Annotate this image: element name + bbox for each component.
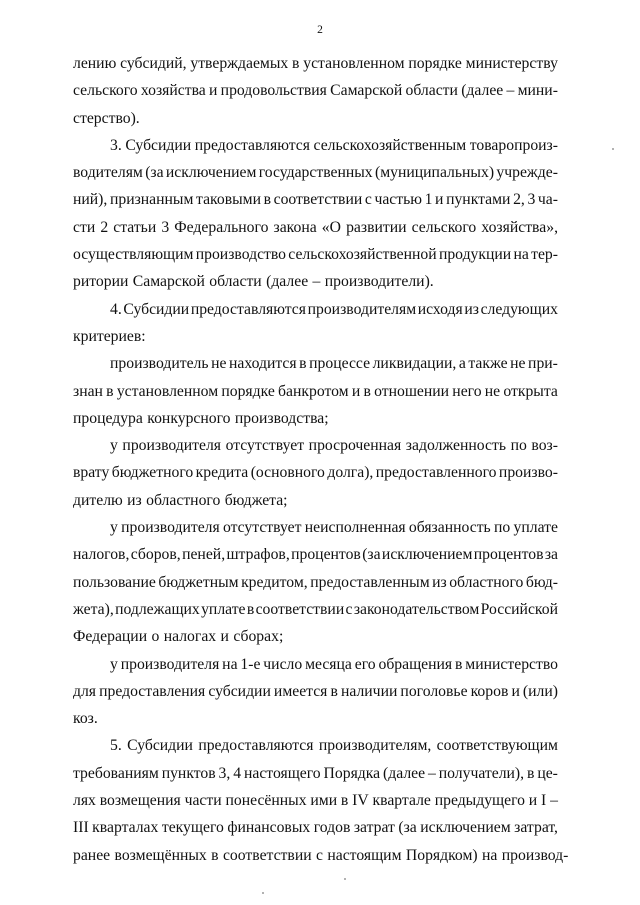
word: процентов bbox=[291, 546, 361, 564]
word: производство bbox=[195, 246, 287, 264]
text-line bbox=[73, 323, 558, 350]
text-line bbox=[73, 432, 558, 459]
word: 1-е bbox=[240, 655, 261, 673]
word: производства; bbox=[234, 409, 329, 427]
word: по bbox=[493, 519, 511, 537]
word: 4 bbox=[233, 764, 242, 782]
word: уплате bbox=[513, 519, 558, 537]
word: Российской bbox=[480, 600, 558, 618]
word: настоящим bbox=[327, 846, 402, 864]
word: производ- bbox=[501, 846, 569, 864]
text-line bbox=[73, 132, 558, 159]
text-line bbox=[73, 514, 558, 541]
word: исключением bbox=[420, 819, 511, 837]
word: сборах; bbox=[233, 628, 284, 646]
word: части bbox=[184, 792, 222, 810]
text-line bbox=[73, 678, 558, 705]
word: исключением bbox=[381, 546, 473, 564]
word: министерству bbox=[465, 55, 558, 72]
word: имеется bbox=[273, 682, 328, 700]
word: производителям, bbox=[318, 737, 432, 755]
word: в bbox=[455, 655, 463, 673]
word: – bbox=[550, 792, 558, 810]
word: процентов bbox=[473, 546, 544, 564]
word: Порядка bbox=[323, 764, 381, 782]
word: из bbox=[127, 491, 142, 509]
word: требованиям bbox=[73, 764, 159, 782]
word: банкротом bbox=[278, 382, 349, 400]
word: тер- bbox=[531, 246, 558, 264]
word: порядке bbox=[221, 382, 275, 400]
word: предыдущего bbox=[434, 792, 525, 810]
word: областного bbox=[449, 573, 524, 591]
word: из bbox=[464, 300, 479, 318]
word: и bbox=[220, 628, 229, 646]
word: производители). bbox=[324, 273, 434, 291]
word: субсидий, bbox=[120, 55, 187, 72]
word: задолженность bbox=[405, 437, 506, 455]
word: 2, bbox=[513, 191, 525, 209]
text-line bbox=[73, 77, 558, 104]
scan-speck bbox=[612, 148, 614, 150]
word: у bbox=[110, 655, 118, 673]
word: у bbox=[110, 519, 118, 537]
text-line bbox=[73, 651, 558, 678]
word: исходя bbox=[417, 300, 463, 318]
word: и bbox=[209, 82, 218, 100]
word: области bbox=[405, 82, 458, 100]
word: обязанность bbox=[408, 519, 491, 537]
word: в bbox=[330, 682, 338, 700]
word: хозяйства bbox=[140, 82, 206, 100]
word: бюджетного bbox=[111, 464, 194, 482]
word: хозяйства», bbox=[481, 218, 558, 236]
word: ранее bbox=[73, 846, 111, 864]
word: це- bbox=[537, 764, 558, 782]
document-body bbox=[73, 50, 569, 869]
word: закона bbox=[273, 218, 317, 236]
word: и bbox=[511, 682, 520, 700]
word: в bbox=[363, 382, 371, 400]
word: не bbox=[211, 355, 227, 373]
word: в bbox=[263, 191, 271, 209]
word: годов bbox=[313, 819, 351, 837]
word: возмещённых bbox=[114, 846, 207, 864]
word: ча- bbox=[537, 191, 558, 209]
word: (за bbox=[362, 546, 381, 564]
word: не bbox=[484, 382, 501, 400]
word: процедура bbox=[73, 409, 143, 427]
scan-speck bbox=[262, 892, 264, 894]
word: обращения bbox=[378, 655, 453, 673]
word: соответствии bbox=[255, 600, 345, 618]
word: произво- bbox=[498, 464, 558, 482]
word: затрат bbox=[353, 819, 395, 837]
word: исключением bbox=[165, 164, 257, 182]
text-line bbox=[73, 378, 558, 405]
word: лях bbox=[73, 792, 96, 810]
word: кварталах bbox=[92, 819, 159, 837]
word: по bbox=[510, 437, 527, 455]
paragraph bbox=[73, 432, 558, 514]
word: при- bbox=[528, 355, 558, 373]
word: знан bbox=[73, 382, 103, 400]
word: с bbox=[364, 191, 372, 209]
word: сельского bbox=[411, 218, 477, 236]
word: Субсидии bbox=[127, 737, 193, 755]
word: товаропроиз- bbox=[469, 136, 558, 154]
word: находится bbox=[229, 355, 297, 373]
word: 3 bbox=[161, 218, 170, 236]
word: (далее bbox=[383, 764, 426, 782]
text-line bbox=[73, 842, 569, 869]
text-line bbox=[73, 350, 558, 377]
text-line bbox=[73, 214, 558, 241]
word: (за bbox=[398, 819, 417, 837]
word: производителя bbox=[122, 437, 222, 455]
word: предоставляются bbox=[190, 300, 306, 318]
word: из bbox=[432, 573, 447, 591]
word: бюд- bbox=[525, 573, 558, 591]
word: за bbox=[544, 546, 558, 564]
text-line bbox=[73, 241, 558, 268]
word: дителю bbox=[73, 491, 123, 509]
word: в bbox=[299, 355, 307, 373]
word: отношении bbox=[374, 382, 450, 400]
word: 5. bbox=[110, 737, 122, 755]
word: врату bbox=[73, 464, 110, 482]
word: сборов, bbox=[130, 546, 181, 564]
word: Самарской bbox=[330, 82, 403, 100]
word: признанным bbox=[109, 191, 194, 209]
word: производитель bbox=[110, 355, 209, 373]
word: Порядком) bbox=[405, 846, 478, 864]
word: (далее bbox=[266, 273, 309, 291]
word: (или) bbox=[522, 682, 558, 700]
word: долга), bbox=[327, 464, 374, 482]
word: открыта bbox=[503, 382, 558, 400]
word: возмещения bbox=[99, 792, 181, 810]
word: соответствии bbox=[273, 191, 363, 209]
word: бюджетным bbox=[158, 573, 239, 591]
word: мини- bbox=[517, 82, 558, 100]
paragraph bbox=[73, 651, 558, 733]
text-line bbox=[73, 569, 558, 596]
word: штрафов, bbox=[226, 546, 290, 564]
word: неисполненная bbox=[304, 519, 406, 537]
word: предоставленным bbox=[310, 573, 430, 591]
word: IV bbox=[352, 792, 369, 810]
word: учрежде- bbox=[496, 164, 558, 182]
word: Федерации bbox=[73, 628, 148, 646]
word: Субсидии bbox=[123, 300, 190, 318]
word: процессе bbox=[309, 355, 371, 373]
word: сти bbox=[73, 218, 96, 236]
word: развитии bbox=[346, 218, 407, 236]
text-line bbox=[73, 459, 558, 486]
word: областного bbox=[146, 491, 221, 509]
word: соответствующим bbox=[436, 737, 558, 755]
word: его bbox=[354, 655, 376, 673]
word: для bbox=[73, 682, 97, 700]
word: (основного bbox=[250, 464, 325, 482]
word: предоставления bbox=[99, 682, 206, 700]
word: стерство). bbox=[73, 109, 140, 127]
word: сельскохозяйственной bbox=[288, 246, 437, 264]
word: получатели), bbox=[438, 764, 525, 782]
word: коров bbox=[470, 682, 509, 700]
text-line bbox=[73, 814, 558, 841]
word: отсутствует bbox=[225, 437, 305, 455]
paragraph bbox=[73, 296, 558, 351]
text-line bbox=[73, 760, 558, 787]
word: субсидии bbox=[208, 682, 271, 700]
word: законодательством bbox=[353, 600, 480, 618]
text-line bbox=[73, 50, 558, 77]
word: текущего bbox=[161, 819, 224, 837]
text-line bbox=[73, 732, 558, 759]
word: 4. bbox=[110, 300, 122, 318]
paragraph bbox=[73, 732, 569, 868]
word: на bbox=[482, 846, 498, 864]
word: осуществляющим bbox=[73, 246, 194, 264]
text-line bbox=[73, 159, 558, 186]
word: в bbox=[246, 600, 255, 618]
word: и bbox=[435, 191, 444, 209]
word: статьи bbox=[113, 218, 157, 236]
text-line bbox=[73, 405, 558, 432]
word: «О bbox=[321, 218, 341, 236]
word: сельскохозяйственным bbox=[313, 136, 467, 154]
text-line bbox=[73, 105, 558, 132]
word: в bbox=[292, 55, 300, 72]
text-line bbox=[73, 186, 558, 213]
word: ний), bbox=[73, 191, 108, 209]
word: квартале bbox=[372, 792, 431, 810]
word: лению bbox=[73, 55, 117, 72]
word: воз- bbox=[531, 437, 558, 455]
paragraph bbox=[73, 514, 558, 650]
word: (за bbox=[145, 164, 164, 182]
word: установленном bbox=[116, 382, 219, 400]
word: подлежащих bbox=[115, 600, 200, 618]
word: о bbox=[151, 628, 160, 646]
word: Субсидии bbox=[125, 136, 192, 154]
word: 3, bbox=[218, 764, 231, 782]
word: кредита bbox=[195, 464, 249, 482]
word: конкурсного bbox=[147, 409, 231, 427]
paragraph bbox=[73, 350, 558, 432]
word: не bbox=[510, 355, 526, 373]
text-line bbox=[73, 705, 558, 732]
word: (муниципальных) bbox=[374, 164, 495, 182]
word: в bbox=[340, 792, 349, 810]
word: и bbox=[528, 792, 538, 810]
paragraph bbox=[73, 132, 558, 296]
word: сельского bbox=[73, 82, 138, 100]
text-line bbox=[73, 787, 558, 814]
word: области bbox=[209, 273, 262, 291]
word: и bbox=[351, 382, 361, 400]
word: установленном bbox=[303, 55, 405, 72]
text-line bbox=[73, 268, 558, 295]
text-line bbox=[73, 487, 558, 514]
page-number: 2 bbox=[317, 24, 323, 36]
word: 3 bbox=[527, 191, 536, 209]
word: утверждаемых bbox=[190, 55, 289, 72]
word: отсутствует bbox=[222, 519, 302, 537]
word: государственных bbox=[258, 164, 373, 182]
word: предоставляются bbox=[194, 136, 310, 154]
text-line bbox=[73, 623, 558, 650]
word: налогов, bbox=[73, 546, 130, 564]
word: продовольствия bbox=[220, 82, 327, 100]
word: водителям bbox=[73, 164, 143, 182]
word: коз. bbox=[73, 710, 98, 728]
word: ритории bbox=[73, 273, 129, 291]
word: министерство bbox=[465, 655, 558, 673]
word: поголовье bbox=[400, 682, 468, 700]
text-line bbox=[73, 296, 558, 323]
word: пеней, bbox=[182, 546, 226, 564]
word: пунктами bbox=[446, 191, 511, 209]
word: I bbox=[541, 792, 547, 810]
text-line bbox=[73, 541, 558, 568]
word: (далее bbox=[461, 82, 504, 100]
word: 1 bbox=[424, 191, 433, 209]
word: пользование bbox=[73, 573, 156, 591]
word: на bbox=[222, 655, 238, 673]
word: наличии bbox=[340, 682, 398, 700]
word: – bbox=[312, 273, 321, 291]
word: на bbox=[513, 246, 529, 264]
word: соответствии bbox=[222, 846, 312, 864]
word: с bbox=[316, 846, 323, 864]
word: в bbox=[106, 382, 114, 400]
word: понесённых bbox=[225, 792, 307, 810]
word: уплате bbox=[201, 600, 246, 618]
scan-speck bbox=[344, 878, 346, 880]
word: месяца bbox=[305, 655, 352, 673]
word: 3. bbox=[110, 136, 122, 154]
word: ими bbox=[310, 792, 338, 810]
word: продукции bbox=[438, 246, 512, 264]
word: – bbox=[506, 82, 515, 100]
word: – bbox=[427, 764, 436, 782]
word: производителя bbox=[120, 655, 220, 673]
word: кредитом, bbox=[241, 573, 308, 591]
word: критериев: bbox=[73, 327, 146, 345]
paragraph bbox=[73, 50, 558, 132]
word: в bbox=[526, 764, 535, 782]
word: ликвидации, bbox=[372, 355, 457, 373]
word: с bbox=[345, 600, 353, 618]
word: 2 bbox=[100, 218, 109, 236]
word: Федерального bbox=[174, 218, 269, 236]
word: него bbox=[452, 382, 482, 400]
text-line bbox=[73, 596, 558, 623]
word: настоящего bbox=[243, 764, 321, 782]
word: просроченная bbox=[308, 437, 402, 455]
word: также bbox=[468, 355, 508, 373]
word: Самарской bbox=[132, 273, 205, 291]
word: в bbox=[211, 846, 219, 864]
word: затрат, bbox=[514, 819, 558, 837]
word: бюджета; bbox=[224, 491, 288, 509]
word: следующих bbox=[480, 300, 558, 318]
word: III bbox=[73, 819, 89, 837]
word: пунктов bbox=[161, 764, 216, 782]
word: предоставляются bbox=[198, 737, 314, 755]
word: жета), bbox=[73, 600, 114, 618]
word: производителям bbox=[307, 300, 417, 318]
word: производителя bbox=[121, 519, 220, 537]
word: финансовых bbox=[227, 819, 311, 837]
word: таковыми bbox=[196, 191, 261, 209]
word: а bbox=[458, 355, 466, 373]
word: число bbox=[263, 655, 303, 673]
word: порядке bbox=[408, 55, 462, 72]
word: налогах bbox=[163, 628, 217, 646]
word: частью bbox=[374, 191, 422, 209]
word: у bbox=[110, 437, 118, 455]
word: предоставленного bbox=[375, 464, 497, 482]
